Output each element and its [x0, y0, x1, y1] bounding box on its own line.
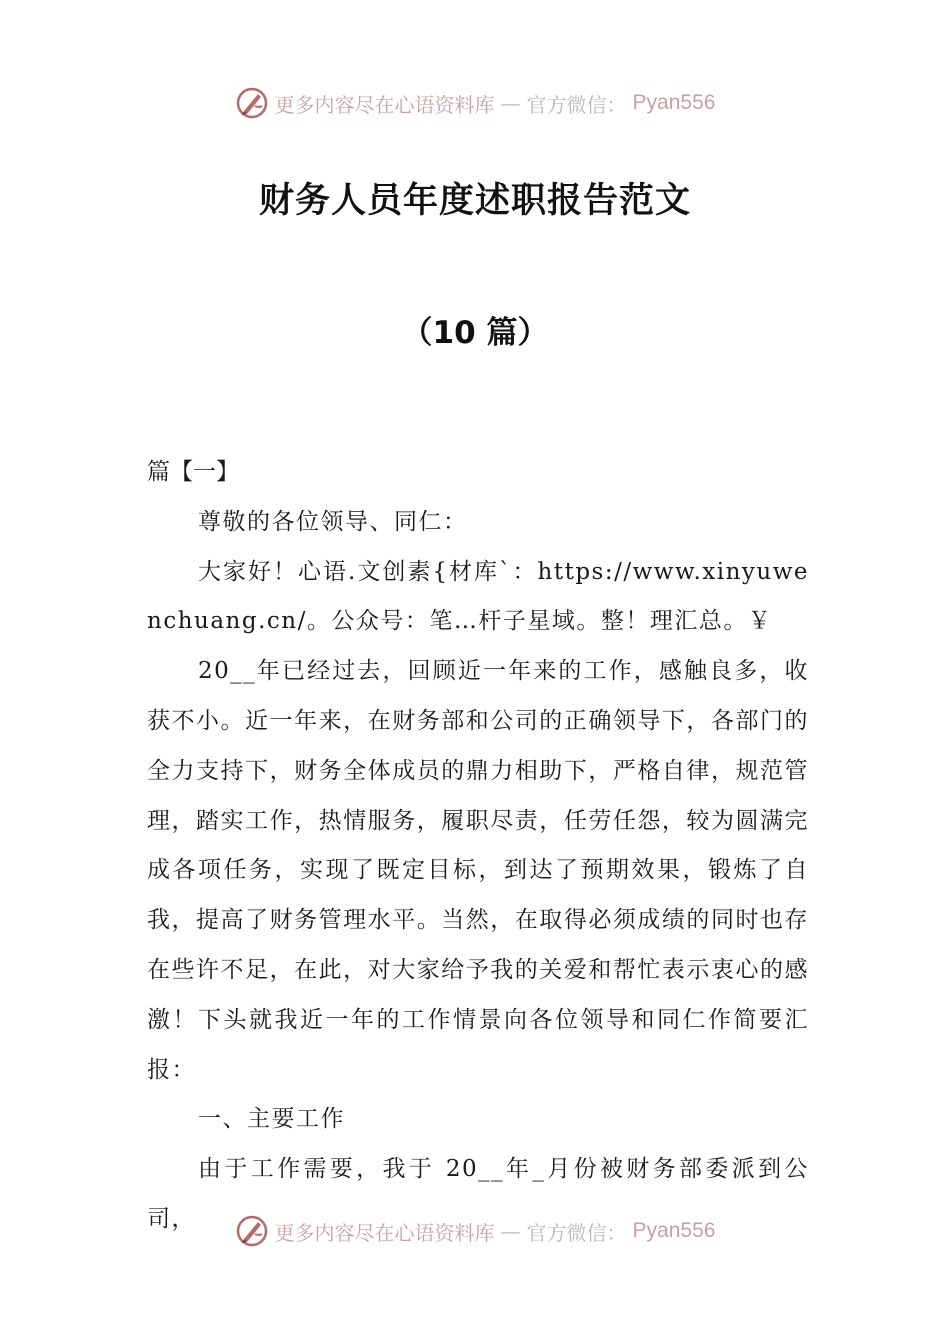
paragraph: 一、主要工作	[198, 1106, 345, 1133]
document-subtitle: （10 篇）	[401, 315, 549, 351]
banner-dash: —	[500, 91, 521, 115]
banner-text: 更多内容尽在心语资料库	[274, 92, 495, 117]
document-title: 财务人员年度述职报告范文	[258, 181, 691, 221]
banner-text: 更多内容尽在心语资料库	[274, 1220, 495, 1245]
paragraph: 由于工作需要，我于 20__年_月份被财务部委派到公司，	[147, 1156, 809, 1232]
document-body	[147, 448, 809, 1245]
pen-logo-icon	[235, 1214, 269, 1248]
pen-logo-icon	[235, 86, 269, 120]
paragraph: 大家好！心语.文创素{材库`：https://www.xinyuwenchuang.cn/。公众号：笔…杆子星域。整！理汇总。￥	[147, 558, 809, 635]
banner-dash: —	[500, 1219, 521, 1243]
paragraph: 20__年已经过去，回顾近一年来的工作，感触良多，收获不小。近一年来，在财务部和公司的正确领导下，各部门的全力支持下，财务全体成员的鼎力相助下，严格自律，规范管理，踏实工作，热情服务，履职尽责，任劳任怨，较为圆满完成各项任务，实现了既定目标，到达了预期效果，锻炼了自我，提高了财务管理水平。当然，在取得必须成绩的同时也存在些许不足，在此，对大家给予我的关爱和帮忙表示衷心的感激！下头就我近一年的工作情景向各位领导和同仁作简要汇报：	[147, 658, 809, 1083]
section-heading: 篇【一】	[147, 459, 239, 485]
footer-banner	[0, 1211, 950, 1251]
banner-wechat-label: 官方微信：	[526, 1220, 627, 1245]
header-banner	[0, 83, 950, 123]
banner-wechat-label: 官方微信：	[526, 92, 627, 117]
paragraph: 尊敬的各位领导、同仁：	[198, 508, 468, 535]
banner-wechat-id: Pyan556	[632, 1219, 716, 1242]
banner-wechat-id: Pyan556	[632, 91, 716, 114]
